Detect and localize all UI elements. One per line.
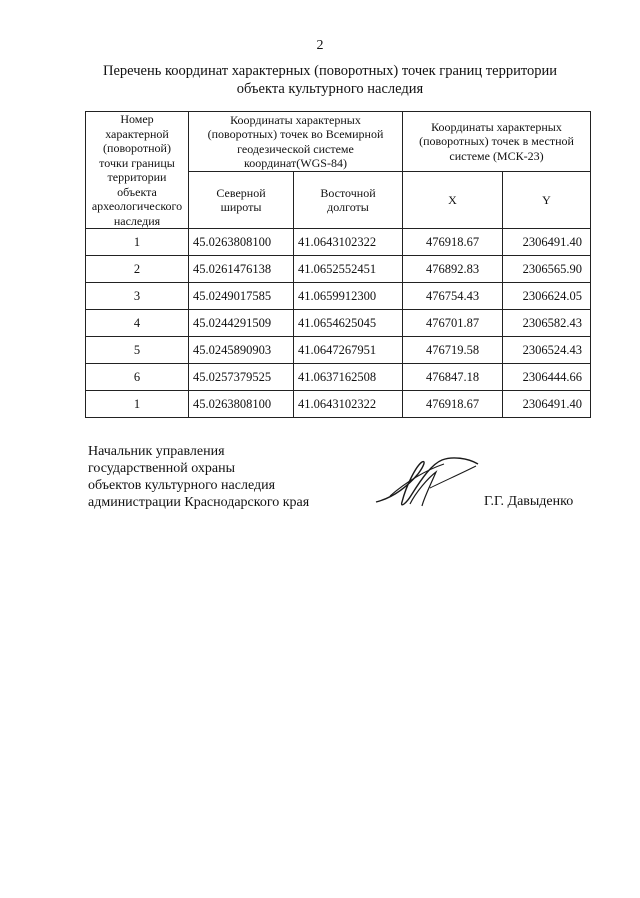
cell-x: 476719.58 bbox=[403, 337, 503, 364]
cell-x: 476918.67 bbox=[403, 229, 503, 256]
header-latitude: Северной широты bbox=[189, 172, 294, 229]
position-line-4: администрации Краснодарского края bbox=[88, 495, 310, 510]
cell-longitude: 41.0637162508 bbox=[294, 364, 403, 391]
title-line-1: Перечень координат характерных (поворотных) точек границ территории bbox=[102, 63, 558, 79]
page-number: 2 bbox=[316, 38, 324, 53]
cell-point-number: 1 bbox=[86, 391, 189, 418]
cell-point-number: 4 bbox=[86, 310, 189, 337]
cell-point-number: 1 bbox=[86, 229, 189, 256]
cell-point-number: 6 bbox=[86, 364, 189, 391]
header-y: Y bbox=[503, 172, 591, 229]
table-row bbox=[86, 283, 591, 310]
cell-y: 2306624.05 bbox=[503, 283, 591, 310]
cell-y: 2306582.43 bbox=[503, 310, 591, 337]
cell-x: 476754.43 bbox=[403, 283, 503, 310]
cell-latitude: 45.0257379525 bbox=[189, 364, 294, 391]
cell-y: 2306565.90 bbox=[503, 256, 591, 283]
table-row bbox=[86, 229, 591, 256]
signatory-position bbox=[88, 443, 309, 511]
cell-longitude: 41.0654625045 bbox=[294, 310, 403, 337]
cell-y: 2306491.40 bbox=[503, 229, 591, 256]
cell-point-number: 5 bbox=[86, 337, 189, 364]
cell-latitude: 45.0263808100 bbox=[189, 229, 294, 256]
position-line-1: Начальник управления bbox=[88, 444, 225, 459]
position-line-2: государственной охраны bbox=[88, 461, 236, 476]
cell-point-number: 2 bbox=[86, 256, 189, 283]
table-row bbox=[86, 391, 591, 418]
cell-longitude: 41.0643102322 bbox=[294, 391, 403, 418]
table-row bbox=[86, 256, 591, 283]
cell-y: 2306491.40 bbox=[503, 391, 591, 418]
cell-longitude: 41.0652552451 bbox=[294, 256, 403, 283]
cell-x: 476847.18 bbox=[403, 364, 503, 391]
signer-name: Г.Г. Давыденко bbox=[484, 494, 574, 509]
cell-y: 2306444.66 bbox=[503, 364, 591, 391]
cell-latitude: 45.0261476138 bbox=[189, 256, 294, 283]
cell-longitude: 41.0647267951 bbox=[294, 337, 403, 364]
table-row bbox=[86, 310, 591, 337]
cell-longitude: 41.0659912300 bbox=[294, 283, 403, 310]
cell-latitude: 45.0245890903 bbox=[189, 337, 294, 364]
header-longitude: Восточной долготы bbox=[294, 172, 403, 229]
cell-longitude: 41.0643102322 bbox=[294, 229, 403, 256]
cell-x: 476701.87 bbox=[403, 310, 503, 337]
handwritten-signature-icon bbox=[372, 452, 482, 512]
coordinates-table bbox=[85, 111, 591, 418]
table-row bbox=[86, 337, 591, 364]
cell-latitude: 45.0249017585 bbox=[189, 283, 294, 310]
header-wgs84: Координаты характерных (поворотных) точек во Всемирной геодезической системе координат(WGS-84) bbox=[189, 112, 403, 172]
document-title bbox=[80, 62, 580, 98]
cell-x: 476892.83 bbox=[403, 256, 503, 283]
cell-latitude: 45.0244291509 bbox=[189, 310, 294, 337]
cell-y: 2306524.43 bbox=[503, 337, 591, 364]
cell-point-number: 3 bbox=[86, 283, 189, 310]
header-point-number: Номер характерной (поворотной) точки границы территории объекта археологического наследия bbox=[86, 112, 189, 229]
header-x: X bbox=[403, 172, 503, 229]
cell-x: 476918.67 bbox=[403, 391, 503, 418]
title-line-2: объекта культурного наследия bbox=[236, 81, 424, 97]
position-line-3: объектов культурного наследия bbox=[88, 478, 276, 493]
table-row bbox=[86, 364, 591, 391]
header-msk23: Координаты характерных (поворотных) точек в местной системе (МСК-23) bbox=[403, 112, 591, 172]
cell-latitude: 45.0263808100 bbox=[189, 391, 294, 418]
